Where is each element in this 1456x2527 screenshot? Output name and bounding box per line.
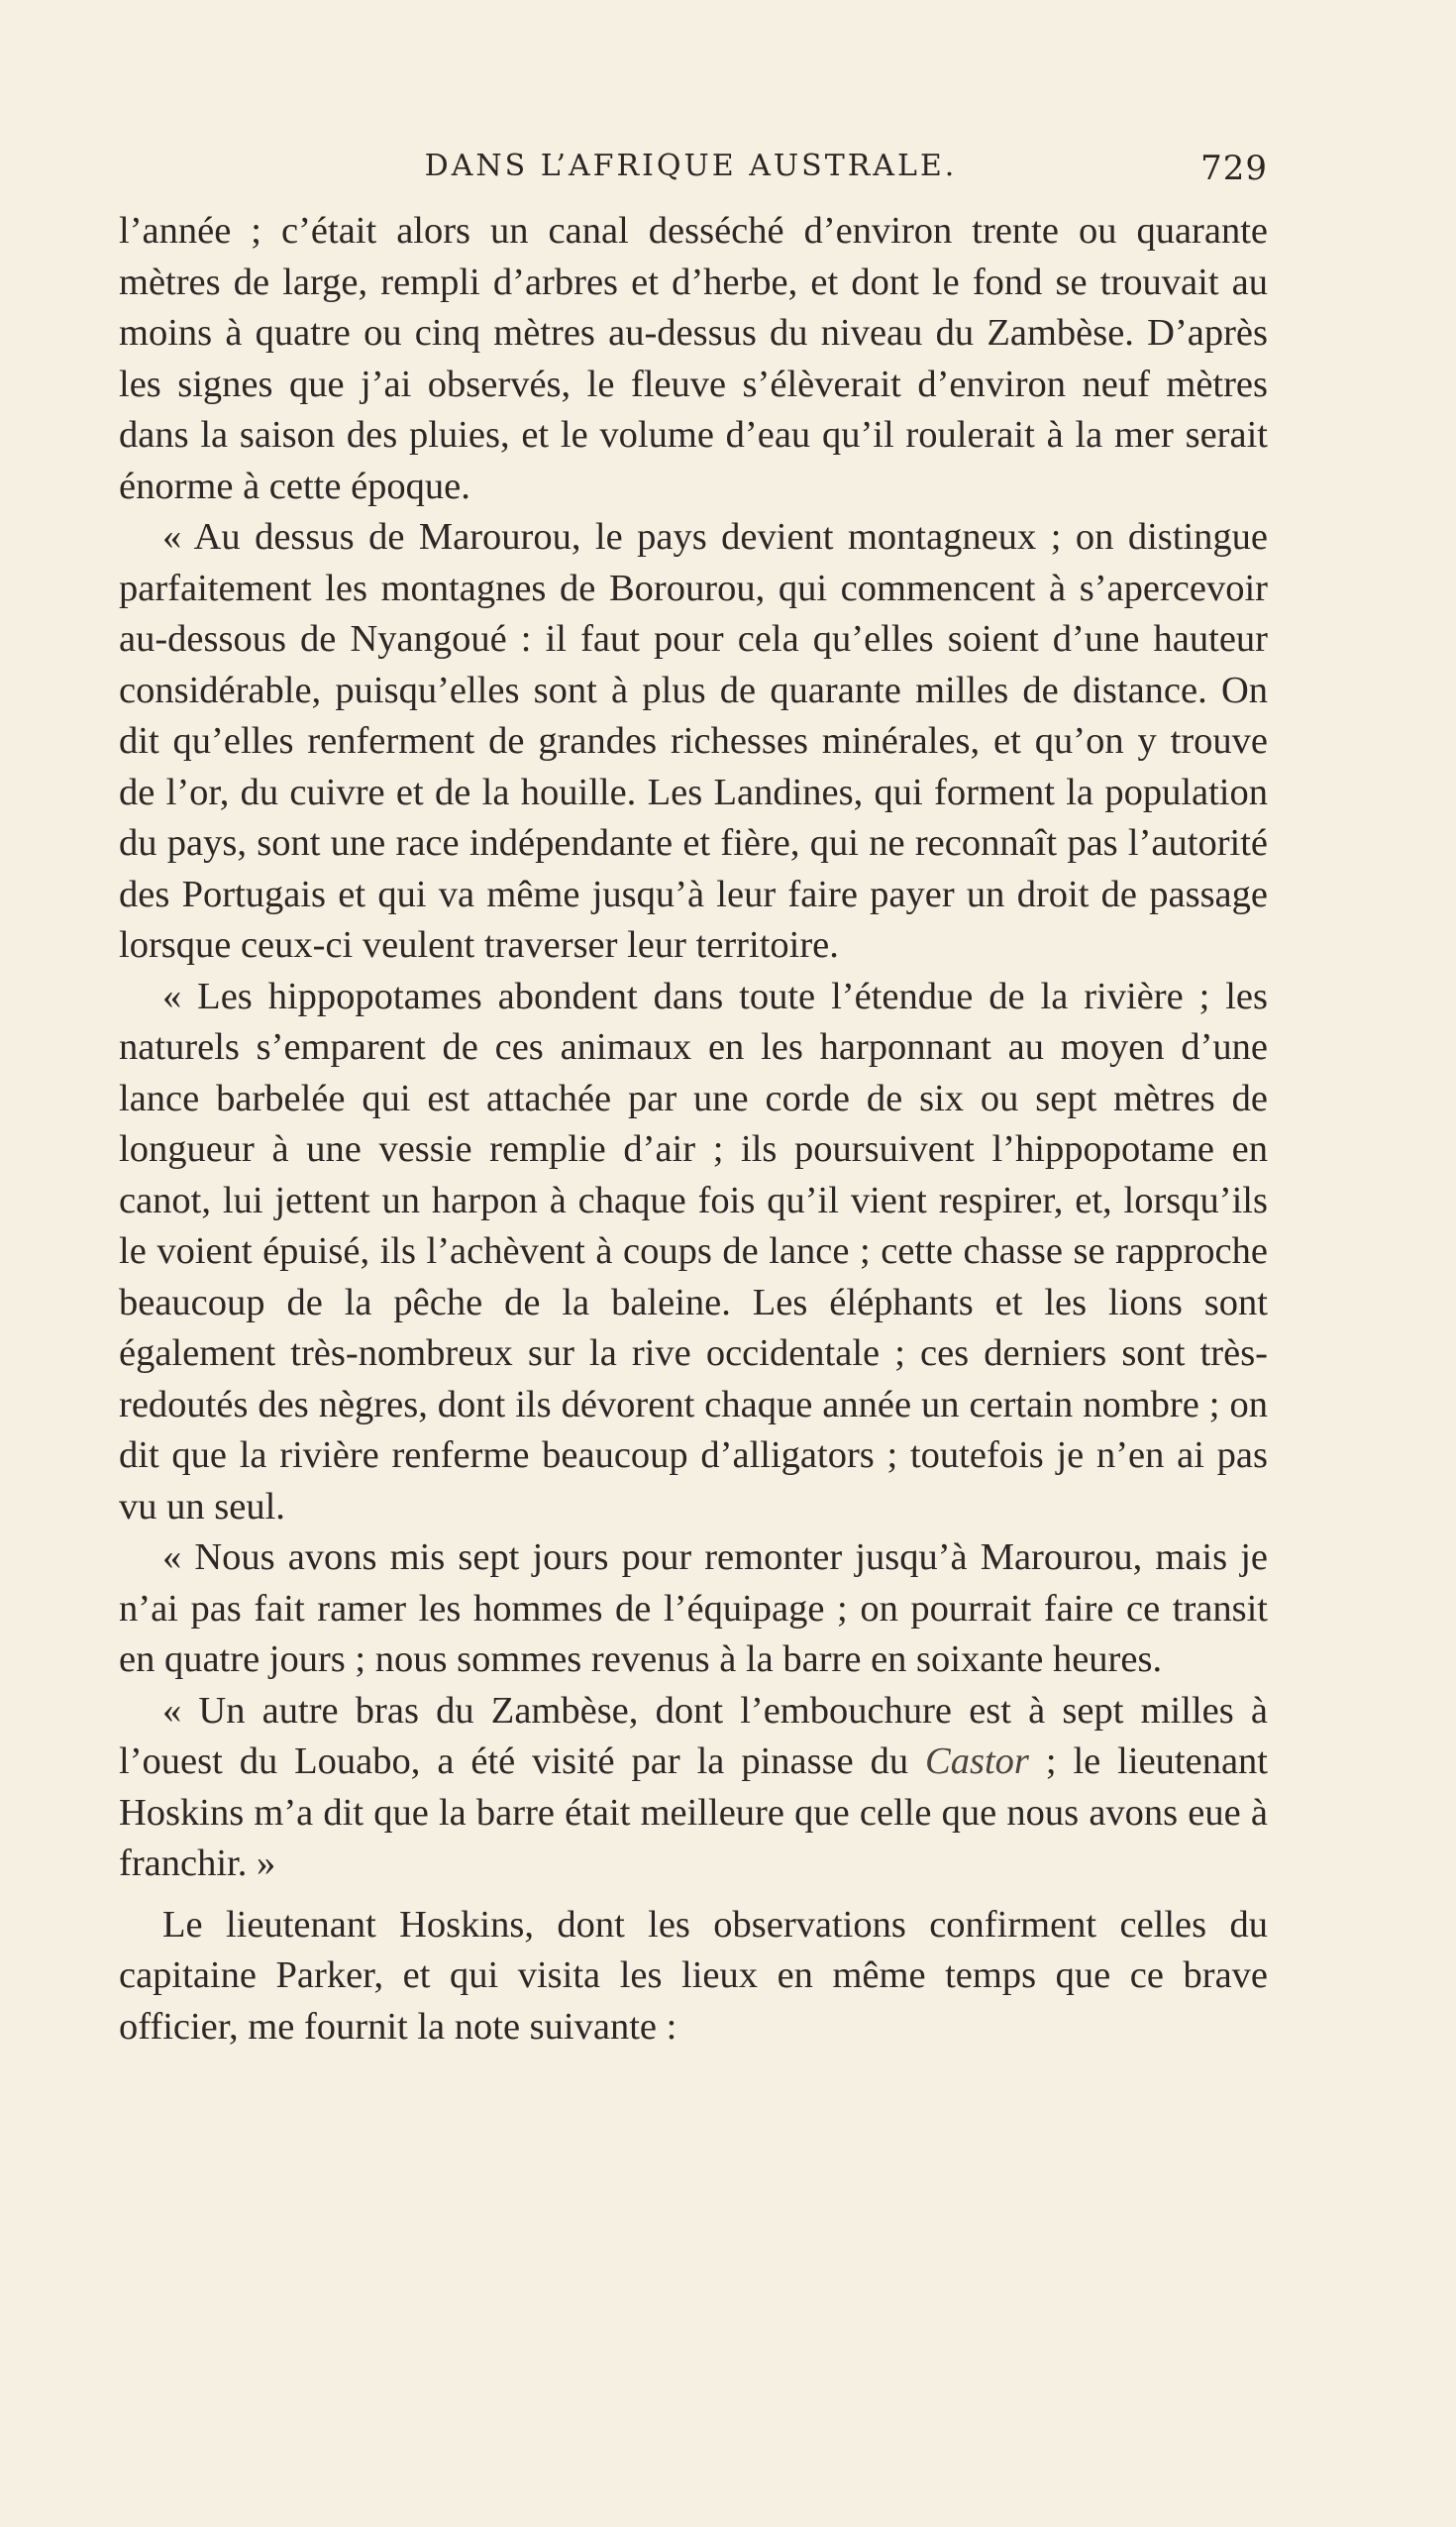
paragraph-4: « Nous avons mis sept jours pour remonter jusqu’à Marourou, mais je n’ai pas fait ramer les hommes de l’équipage ; on pourrait faire ce transit en quatre jours ; nous sommes revenus à la barre en soixante heures.	[119, 1536, 1268, 1680]
body-text	[119, 206, 1268, 2053]
paragraph-3: « Les hippopotames abondent dans toute l’étendue de la rivière ; les naturels s’emparent de ces animaux en les harponnant au moyen d’une lance barbelée qui est attachée par une corde de six ou sept mètres de longueur à une vessie remplie d’air ; ils poursuivent l’hippopotame en canot, lui jettent un harpon à chaque fois qu’il vient respirer, et, lorsqu’ils le voient épuisé, ils l’achèvent à coups de lance ; cette chasse se rapproche beaucoup de la pêche de la baleine. Les éléphants et les lions sont également très-nombreux sur la rive occidentale ; ces derniers sont très-redoutés des nègres, dont ils dévorent chaque année un certain nombre ; on dit que la rivière renferme beaucoup d’alligators ; toutefois je n’en ai pas vu un seul.	[119, 975, 1268, 1527]
paragraph-5-start: « Un autre bras du Zambèse, dont l’embouchure est à sept milles à l’ouest du Louabo, a été visité par la pinasse du	[119, 1689, 1268, 1782]
paragraph-5	[119, 1686, 1268, 1890]
page-number: 729	[1200, 149, 1268, 188]
ship-name-castor: Castor	[925, 1740, 1029, 1782]
paragraph-5-end: ; le lieutenant Hoskins m’a dit que la barre était meilleure que celle que nous avons eue à franchir. »	[119, 1740, 1268, 1884]
running-head	[114, 149, 1268, 204]
paragraph-1: l’année ; c’était alors un canal desséché d’environ trente ou quarante mètres de large, rempli d’arbres et d’herbe, et dont le fond se trouvait au moins à quatre ou cinq mètres au-dessus du niveau du Zambèse. D’après les signes que j’ai observés, le fleuve s’élèverait d’environ neuf mètres dans la saison des pluies, et le volume d’eau qu’il roulerait à la mer serait énorme à cette époque.	[119, 210, 1268, 507]
running-title: DANS L’AFRIQUE AUSTRALE.	[424, 149, 958, 183]
paragraph-2: « Au dessus de Marourou, le pays devient montagneux ; on distingue parfaitement les montagnes de Borourou, qui commencent à s’apercevoir au-dessous de Nyangoué : il faut pour cela qu’elles soient d’une hauteur considérable, puisqu’elles sont à plus de quarante milles de distance. On dit qu’elles renferment de grandes richesses minérales, et qu’on y trouve de l’or, du cuivre et de la houille. Les Landines, qui forment la population du pays, sont une race indépendante et fière, qui ne reconnaît pas l’autorité des Portugais et qui va même jusqu’à leur faire payer un droit de passage lorsque ceux-ci veulent traverser leur territoire.	[119, 516, 1268, 966]
paragraph-6: Le lieutenant Hoskins, dont les observations confirment celles du capitaine Parker, et qui visita les lieux en même temps que ce brave officier, me fournit la note suivante :	[119, 1903, 1268, 2048]
